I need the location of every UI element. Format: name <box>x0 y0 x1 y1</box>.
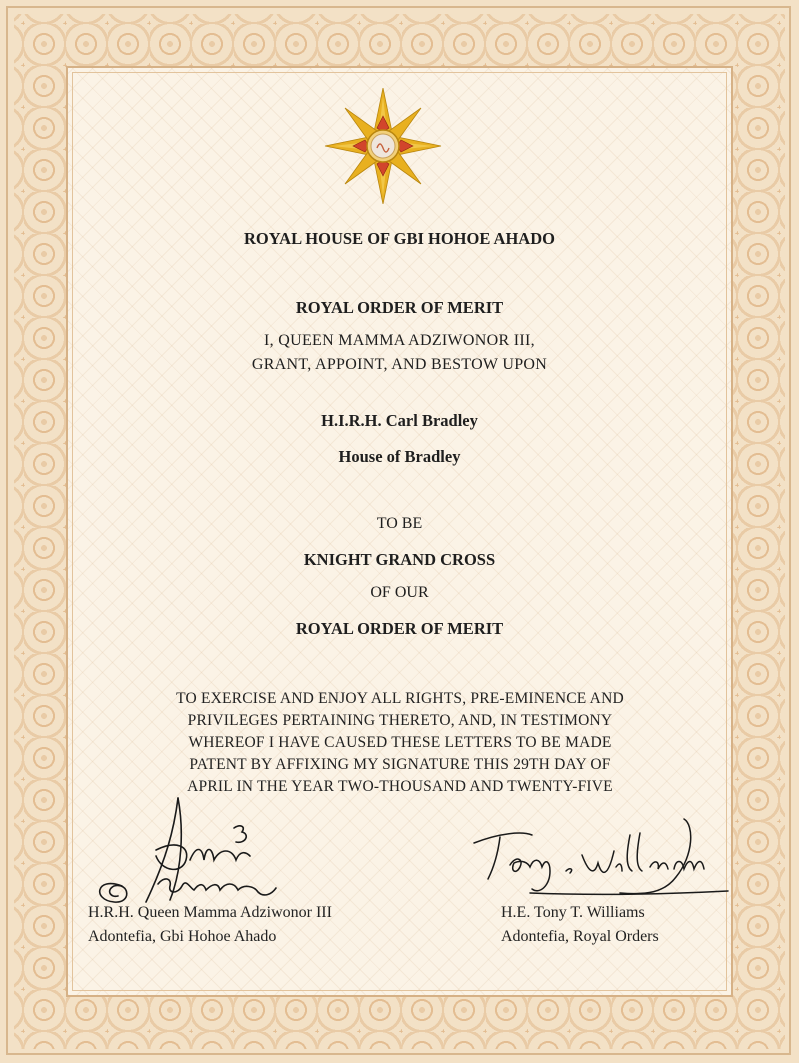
signatory-right-block <box>501 901 659 949</box>
testimony-line: WHEREOF I HAVE CAUSED THESE LETTERS TO BE MADE <box>188 734 612 751</box>
testimony-line: PRIVILEGES PERTAINING THERETO, AND, IN TESTIMONY <box>187 712 613 729</box>
signature-right <box>470 815 735 905</box>
house-title: ROYAL HOUSE OF GBI HOHOE AHADO <box>244 229 555 248</box>
rank-title: KNIGHT GRAND CROSS <box>303 550 496 569</box>
order-title-2: ROYAL ORDER OF MERIT <box>295 619 504 638</box>
order-title: ROYAL ORDER OF MERIT <box>295 298 504 317</box>
signatory-right-title: Adontefia, Royal Orders <box>501 928 659 945</box>
signatory-left-name: H.R.H. Queen Mamma Adziwonor III <box>88 904 332 921</box>
order-star-icon <box>322 88 444 204</box>
testimony-paragraph <box>120 688 680 798</box>
testimony-line: APRIL IN THE YEAR TWO-THOUSAND AND TWENTY-FIVE <box>187 778 613 795</box>
signatory-left-block <box>88 901 332 949</box>
recipient-name: H.I.R.H. Carl Bradley <box>321 411 478 430</box>
testimony-line: PATENT BY AFFIXING MY SIGNATURE THIS 29TH DAY OF <box>189 756 611 773</box>
of-our-text: OF OUR <box>370 584 429 601</box>
to-be-text: TO BE <box>376 515 423 532</box>
grant-line-1: I, QUEEN MAMMA ADZIWONOR III, <box>264 332 535 349</box>
recipient-house: House of Bradley <box>338 447 461 466</box>
signatory-left-title: Adontefia, Gbi Hohoe Ahado <box>88 928 277 945</box>
testimony-line: TO EXERCISE AND ENJOY ALL RIGHTS, PRE-EMINENCE AND <box>176 690 624 707</box>
signatory-right-name: H.E. Tony T. Williams <box>501 904 645 921</box>
grant-line-2: GRANT, APPOINT, AND BESTOW UPON <box>251 356 548 373</box>
